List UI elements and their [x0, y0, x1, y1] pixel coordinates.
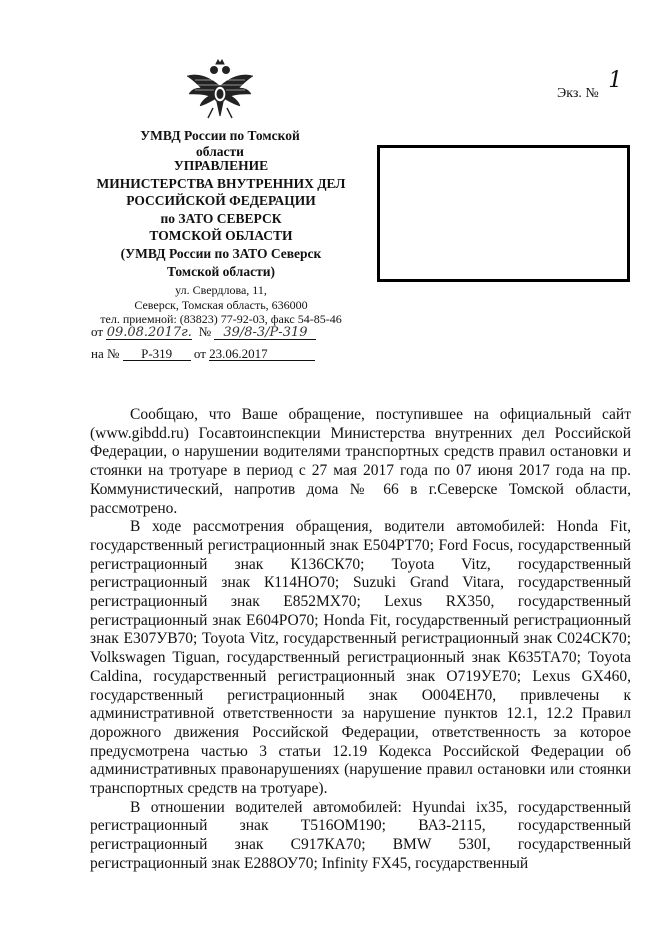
number-value: 39/8-3/Р-319 [214, 326, 316, 340]
outgoing-reference [91, 324, 316, 340]
copy-number [557, 68, 623, 103]
ministry-line: ТОМСКОЙ ОБЛАСТИ [149, 228, 293, 244]
body-paragraph: В ходе рассмотрения обращения, водители автомобилей: Honda Fit, государственный регистрационный знак Е504РТ70; Ford Focus, государственный регистрационный знак К136СК70; Toyota Vitz, государственный регистрационный знак К114НО70; Suzuki Grand Vitara, государственный регистрационный знак Е852МХ70; Lexus RX350, государственный регистрационный знак Е604РО70; Honda Fit, государственный регистрационный знак Е307УВ70; Toyota Vitz, государственный регистрационный знак С024СК70; Volkswagen Tiguan, государственный регистрационный знак К635ТА70; Toyota Caldina, государственный регистрационный знак О719УЕ70; Lexus GX460, государственный регистрационный знак О004ЕН70, привлечены к административной ответственности за нарушение пунктов 12.1, 12.2 Правил дорожного движения Российской Федерации, ответственность за которое предусмотрена частью 3 статьи 12.19 Кодекса Российской Федерации об административных правонарушениях (нарушение правил остановки или стоянки транспортных средств на тротуаре). [90, 518, 631, 798]
copy-number-value: 1 [608, 68, 623, 93]
address-line: ул. Свердлова, 11, [175, 283, 267, 297]
ministry-line: МИНИСТЕРСТВА ВНУТРЕННИХ ДЕЛ [96, 175, 346, 191]
on-date: 23.06.2017 [209, 347, 315, 361]
address-block [80, 283, 362, 327]
number-label: № [198, 324, 212, 339]
address-line: Северск, Томская область, 636000 [134, 297, 308, 312]
on-from-label: от [193, 346, 206, 361]
ministry-line: УПРАВЛЕНИЕ [173, 158, 269, 173]
letter-body [90, 406, 631, 874]
incoming-reference [91, 346, 315, 362]
ministry-block [80, 157, 362, 280]
copy-number-label: Экз. № [557, 86, 599, 101]
body-paragraph: Сообщаю, что Ваше обращение, поступившее на официальный сайт (www.gibdd.ru) Госавтоинспекции Министерства внутренних дел Российской Федерации, о нарушении водителями транспортных средств правил остановки и стоянки на тротуаре в период с 27 мая 2017 года по 07 июня 2017 года на пр. Коммунистический, напротив дома № 66 в г.Северске Томской области, рассмотрено. [90, 406, 631, 517]
ministry-line: по ЗАТО СЕВЕРСК [160, 210, 282, 226]
ministry-line: (УМВД России по ЗАТО Северск [120, 245, 322, 261]
on-label: на № [91, 346, 120, 361]
redacted-recipient-box [377, 145, 630, 282]
body-paragraph: В отношении водителей автомобилей: Hyundai ix35, государственный регистрационный знак Т516ОМ190; ВАЗ-2115, государственный регистрационный знак С917КА70; BMW 530I, государственный регистрационный знак Е288ОУ70; Infinity FX45, государственный [90, 798, 631, 872]
on-number: Р-319 [123, 347, 191, 361]
address-line: тел. приемной: (83823) 77-92-03, факс 54-85-46 [100, 312, 342, 326]
department-name: УМВД России по Томской области [140, 128, 300, 159]
mvd-emblem-icon [183, 58, 257, 124]
ministry-line: Томской области) [167, 263, 275, 279]
ministry-line: РОССИЙСКОЙ ФЕДЕРАЦИИ [126, 193, 316, 209]
from-date: 09.08.2017г. [106, 325, 192, 340]
from-label: от [91, 324, 104, 339]
